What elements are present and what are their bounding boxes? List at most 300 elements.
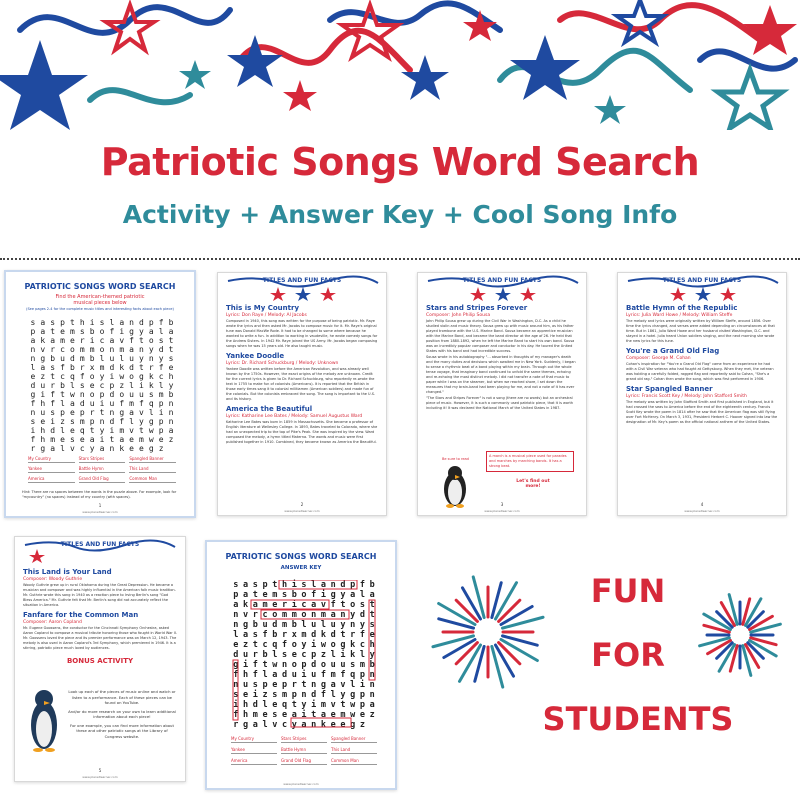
grid-letter: a	[369, 700, 375, 710]
grid-letter: m	[330, 670, 336, 680]
word-item: This Land	[129, 466, 176, 473]
grid-letter: t	[139, 363, 144, 372]
grid-letter: u	[139, 390, 144, 399]
grid-letter: s	[281, 590, 288, 600]
grid-letter: y	[89, 444, 95, 453]
star-icon	[617, 0, 663, 42]
grid-letter: n	[369, 690, 375, 700]
grid-letter: y	[291, 720, 297, 730]
word-item: My Country	[28, 456, 75, 463]
grid-letter: y	[99, 426, 105, 435]
grid-letter: f	[50, 390, 56, 399]
grid-letter: p	[291, 690, 297, 700]
grid-letter: y	[340, 690, 346, 700]
grid-letter: n	[109, 408, 115, 417]
grid-letter: f	[359, 630, 365, 640]
word-item: America	[28, 476, 75, 483]
grid-letter: m	[99, 363, 105, 372]
page-number: 3	[500, 502, 504, 507]
grid-letter: p	[79, 408, 85, 417]
grid-letter: n	[233, 620, 239, 630]
grid-letter: a	[301, 720, 307, 730]
grid-letter: d	[158, 345, 164, 354]
grid-letter: z	[369, 710, 375, 720]
page-footer: www.planetlearner.com	[484, 509, 520, 513]
grid-letter: u	[129, 390, 134, 399]
word-item: Stars Stripes	[79, 456, 126, 463]
grid-letter: w	[69, 390, 75, 399]
grid-letter: d	[281, 670, 288, 680]
grid-letter: v	[69, 444, 75, 453]
flag-banner-icon	[15, 537, 186, 565]
grid-letter: a	[350, 590, 356, 600]
grid-letter: t	[139, 336, 144, 345]
grid-letter: g	[40, 444, 46, 453]
grid-letter: e	[233, 640, 239, 650]
grid-letter: l	[350, 680, 356, 690]
grid-letter: b	[89, 354, 95, 363]
grid-letter: r	[50, 345, 56, 354]
grid-letter: o	[99, 345, 105, 354]
grid-letter: m	[50, 435, 56, 444]
grid-letter: l	[359, 650, 365, 660]
song-credits: Lyrics: Julia Ward Howe / Melody: William Steffe	[626, 313, 733, 318]
answer-word-list	[231, 736, 377, 765]
grid-letter: y	[139, 327, 144, 336]
grid-letter: e	[69, 408, 75, 417]
grid-letter: a	[50, 444, 56, 453]
grid-letter: q	[69, 372, 75, 381]
grid-letter: a	[40, 363, 46, 372]
grid-letter: u	[291, 670, 297, 680]
puzzle-page-title: PATRIOTIC SONGS WORD SEARCH	[24, 282, 176, 291]
grid-letter: e	[359, 710, 365, 720]
grid-letter: k	[148, 381, 154, 390]
song-description: Composed in 1940, this song was written for the purpose of being patriotic. Mr. Raye wrote the lyrics and then asked Mr. Jacobs to compose music for it. Mr. Raye's original tune was Donald MacWe Rode. It had to be changed to some where because he wanted to write a fun. In addition to working in vaudeville, he wrote comedy songs for the Andrew Sisters. In 1942 Mr. Raye joined the US Army. Mr. Jacobs began composing songs when he was 15 years old. He also taught music.	[226, 319, 378, 348]
grid-letter: s	[350, 660, 356, 670]
grid-letter: r	[79, 363, 85, 372]
grid-letter: a	[320, 580, 327, 590]
grid-letter: d	[79, 399, 85, 408]
grid-letter: t	[340, 700, 346, 710]
star-icon	[0, 40, 88, 130]
grid-letter: a	[291, 710, 297, 720]
grid-letter: a	[252, 600, 258, 610]
grid-letter: n	[109, 345, 115, 354]
grid-letter: a	[69, 399, 75, 408]
grid-letter: a	[129, 408, 134, 417]
grid-letter: s	[359, 600, 365, 610]
grid-letter: c	[158, 372, 164, 381]
facts-heading: TITLES AND FUN FACTS	[662, 277, 742, 284]
grid-letter: t	[369, 610, 375, 620]
page-footer: www.planetlearner.com	[684, 509, 720, 513]
grid-letter: f	[109, 327, 115, 336]
grid-letter: n	[109, 444, 115, 453]
grid-letter: p	[262, 680, 268, 690]
grid-letter: v	[119, 336, 125, 345]
grid-letter: o	[89, 372, 95, 381]
grid-letter: p	[89, 417, 95, 426]
grid-letter: s	[158, 336, 164, 345]
grid-letter: v	[129, 426, 134, 435]
grid-letter: f	[311, 590, 317, 600]
grid-letter: h	[79, 318, 85, 327]
grid-letter: i	[89, 318, 95, 327]
promo-line-2: FOR	[591, 636, 665, 674]
grid-letter: t	[369, 600, 375, 610]
grid-letter: n	[233, 610, 239, 620]
grid-letter: r	[291, 680, 297, 690]
grid-letter: n	[281, 660, 288, 670]
grid-letter: n	[168, 399, 174, 408]
grid-letter: g	[350, 720, 356, 730]
grid-letter: r	[281, 630, 288, 640]
answer-key-title: PATRIOTIC SONGS WORD SEARCH	[225, 552, 377, 561]
grid-letter: s	[30, 318, 36, 327]
grid-letter: c	[60, 345, 65, 354]
grid-letter: y	[99, 372, 105, 381]
grid-letter: t	[272, 580, 278, 590]
grid-letter: u	[109, 354, 115, 363]
grid-letter: s	[69, 417, 75, 426]
grid-letter: t	[252, 590, 258, 600]
grid-letter: k	[350, 640, 356, 650]
grid-letter: r	[252, 650, 258, 660]
grid-letter: e	[330, 720, 336, 730]
grid-letter: l	[129, 381, 134, 390]
grid-letter: l	[262, 670, 268, 680]
facts-page-2	[217, 272, 387, 516]
grid-letter: p	[158, 417, 164, 426]
grid-letter: e	[272, 680, 278, 690]
facts-page-3	[417, 272, 587, 516]
grid-letter: n	[311, 680, 317, 690]
word-item: Spangled Banner	[331, 736, 377, 743]
grid-letter: i	[359, 680, 365, 690]
grid-letter: a	[99, 444, 105, 453]
grid-letter: c	[301, 650, 307, 660]
grid-letter: z	[320, 650, 327, 660]
grid-letter: n	[30, 354, 36, 363]
grid-letter: s	[148, 390, 154, 399]
grid-letter: l	[158, 327, 164, 336]
grid-letter: e	[168, 363, 174, 372]
word-item: Battle Hymn	[281, 747, 327, 754]
word-item: Grand Old Flag	[281, 758, 327, 765]
grid-letter: i	[291, 580, 297, 590]
grid-letter: i	[99, 399, 105, 408]
grid-letter: h	[40, 399, 46, 408]
grid-letter: s	[30, 417, 36, 426]
grid-letter: p	[311, 650, 317, 660]
word-search-grid	[28, 318, 176, 453]
word-item: Yankee	[28, 466, 75, 473]
grid-letter: w	[350, 710, 356, 720]
grid-letter: c	[359, 640, 365, 650]
grid-letter: z	[158, 444, 164, 453]
word-item: Grand Old Flag	[79, 476, 126, 483]
grid-letter: u	[311, 670, 317, 680]
grid-letter: m	[129, 399, 134, 408]
grid-letter: b	[168, 390, 174, 399]
grid-letter: a	[119, 435, 125, 444]
grid-letter: e	[79, 435, 85, 444]
grid-letter: m	[79, 345, 85, 354]
grid-letter: f	[252, 670, 258, 680]
grid-letter: b	[89, 327, 95, 336]
grid-letter: n	[30, 345, 36, 354]
grid-letter: t	[340, 630, 346, 640]
fireworks-icon	[690, 585, 790, 685]
grid-letter: y	[139, 354, 144, 363]
grid-letter: n	[99, 417, 105, 426]
grid-letter: s	[301, 580, 307, 590]
song-description: Katharine Lee Bates was born in 1859 in Massachusetts. She became a professor of English literature at Wellesley College. In 1893, Bates traveled to Colorado, where she had an unexpected trip to the top of Pike's Peak. She was inspired by the view. Ward composed the melody, a hymn titled Materna. The words and music were first published together in 1910. Combined, they became known as America the Beautiful.	[226, 420, 378, 444]
grid-letter: l	[30, 363, 36, 372]
grid-letter: a	[330, 680, 336, 690]
grid-letter: r	[252, 610, 258, 620]
star-icon	[401, 55, 449, 100]
grid-letter: s	[281, 650, 288, 660]
word-item: Stars Stripes	[281, 736, 327, 743]
grid-letter: g	[340, 640, 346, 650]
grid-letter: g	[330, 590, 336, 600]
grid-letter: m	[119, 426, 125, 435]
grid-letter: a	[168, 327, 174, 336]
star-icon	[179, 60, 211, 89]
grid-letter: g	[233, 660, 239, 670]
grid-letter: q	[272, 640, 278, 650]
grid-letter: f	[30, 399, 36, 408]
grid-letter: m	[139, 435, 144, 444]
grid-letter: a	[311, 600, 317, 610]
grid-letter: x	[89, 363, 95, 372]
grid-letter: g	[148, 444, 154, 453]
grid-letter: q	[350, 670, 356, 680]
grid-letter: e	[272, 600, 278, 610]
grid-letter: s	[99, 318, 105, 327]
grid-letter: e	[129, 444, 134, 453]
grid-letter: z	[119, 381, 125, 390]
flag-banner-icon	[218, 273, 387, 301]
grid-letter: h	[369, 640, 375, 650]
grid-letter: h	[243, 710, 249, 720]
grid-letter: e	[281, 710, 288, 720]
page-title: Patriotic Songs Word Search	[100, 140, 700, 184]
grid-letter: e	[272, 700, 278, 710]
grid-letter: c	[301, 600, 307, 610]
grid-letter: e	[158, 435, 164, 444]
grid-letter: l	[60, 444, 65, 453]
grid-letter: o	[272, 610, 278, 620]
star-icon	[718, 70, 782, 128]
song-title: Star Spangled Banner	[626, 385, 713, 393]
grid-letter: k	[40, 336, 46, 345]
grid-letter: i	[40, 390, 46, 399]
page-footer: www.planetlearner.com	[284, 509, 320, 513]
grid-letter: g	[40, 354, 46, 363]
grid-letter: f	[30, 435, 36, 444]
grid-letter: n	[168, 417, 174, 426]
grid-letter: s	[233, 580, 239, 590]
grid-letter: n	[369, 670, 375, 680]
grid-letter: b	[168, 318, 174, 327]
grid-letter: p	[359, 690, 365, 700]
grid-letter: p	[301, 660, 307, 670]
grid-letter: i	[311, 700, 317, 710]
grid-letter: a	[40, 327, 46, 336]
grid-letter: z	[262, 690, 268, 700]
puzzle-instructions-1: Find the American-themed patriotic	[55, 294, 145, 300]
grid-letter: s	[272, 710, 278, 720]
grid-letter: v	[40, 345, 46, 354]
puzzle-page	[4, 270, 196, 518]
grid-letter: y	[350, 610, 356, 620]
grid-letter: v	[340, 680, 346, 690]
grid-letter: e	[330, 710, 336, 720]
grid-letter: u	[129, 354, 134, 363]
grid-letter: p	[262, 580, 268, 590]
song-title: America the Beautiful	[226, 405, 313, 413]
facts-heading: TITLES AND FUN FACTS	[60, 541, 140, 548]
grid-letter: r	[281, 600, 288, 610]
grid-letter: f	[233, 670, 239, 680]
grid-letter: m	[281, 620, 288, 630]
grid-letter: q	[148, 399, 154, 408]
grid-letter: m	[69, 327, 75, 336]
grid-letter: n	[340, 610, 346, 620]
grid-letter: p	[359, 670, 365, 680]
puzzle-hint: Hint: There are no spaces between the words in the puzzle above. For example, look for "mycountry" (no spaces) instead of my country (with spaces).	[22, 490, 177, 499]
grid-letter: i	[340, 650, 346, 660]
grid-letter: a	[129, 345, 134, 354]
grid-letter: f	[320, 690, 327, 700]
grid-letter: l	[262, 720, 268, 730]
grid-letter: c	[60, 372, 65, 381]
grid-letter: w	[148, 426, 154, 435]
grid-letter: u	[330, 660, 336, 670]
grid-letter: m	[272, 590, 278, 600]
grid-letter: p	[350, 580, 356, 590]
grid-letter: e	[69, 426, 75, 435]
grid-letter: b	[369, 660, 375, 670]
grid-letter: f	[233, 710, 239, 720]
grid-letter: q	[79, 426, 85, 435]
grid-letter: f	[139, 399, 144, 408]
song-description: Sousa wrote in his autobiography "... absorbed in thoughts of my manager's death and the many duties and decisions which awaited me in New York. Suddenly, I began to sense a rhythmic beat of a band playing within my brain. Through out the whole tense voyage, that imaginary band continued to unfold the same themes, echoing and re-echoing the most distinct melody. I did not transfer a note of that music to paper while I was on the steamer, but when we reached shore, I set down the measures that my brain-band had been playing for me, and not a note of it has ever changed."	[426, 355, 576, 394]
grid-letter: s	[50, 318, 56, 327]
grid-letter: g	[243, 720, 249, 730]
grid-letter: w	[148, 435, 154, 444]
grid-letter: d	[330, 630, 336, 640]
grid-letter: i	[320, 590, 327, 600]
bonus-text: And/or do more research on your own to learn additional information about each piece!	[68, 708, 176, 719]
facts-page-5	[14, 536, 186, 782]
grid-letter: l	[60, 426, 65, 435]
word-item: Common Man	[331, 758, 377, 765]
grid-letter: a	[168, 426, 174, 435]
grid-letter: d	[311, 660, 317, 670]
grid-letter: r	[148, 363, 154, 372]
grid-letter: m	[60, 336, 65, 345]
page-footer: www.planetlearner.com	[283, 782, 319, 786]
grid-letter: p	[60, 318, 65, 327]
grid-letter: u	[109, 399, 115, 408]
grid-letter: r	[233, 720, 239, 730]
grid-letter: m	[89, 345, 95, 354]
word-item: My Country	[231, 736, 277, 743]
grid-letter: n	[311, 610, 317, 620]
song-description: Yankee Doodle was written before the American Revolution, and was already well known by the 1750s. However, the exact origins of the melody are unknown. Credit for the current lyrics is given to Dr. Richard Schuckburg, who reportedly re-wrote the text in 1755 to make fun of colonists (Americans). It is reported that the British in those early times sang it to colonial militiamen (American soldiers) and made fun of the colonials. But the colonists embraced the song. The song is important to the U.S. and its history.	[226, 367, 376, 401]
grid-letter: l	[99, 354, 105, 363]
grid-letter: l	[60, 399, 65, 408]
grid-letter: m	[79, 354, 85, 363]
grid-letter: y	[301, 700, 307, 710]
grid-letter: b	[50, 354, 56, 363]
page-footer: www.planetlearner.com	[82, 775, 118, 779]
grid-letter: v	[330, 700, 336, 710]
grid-letter: t	[252, 640, 258, 650]
grid-letter: f	[281, 640, 288, 650]
star-icon	[594, 95, 626, 124]
speech-bubble: Be sure to read	[442, 457, 469, 461]
song-description: Woody Guthrie grew up in rural Oklahoma during the Great Depression. He became a musician and composer and was highly influential in the American folk music tradition. Mr. Guthrie wrote this song in 1940 as a reaction piece to Irving Berlin's song "God Bless America." Mr. Guthrie felt that Mr. Berlin's song did not accurately reflect the situation in America.	[23, 583, 176, 607]
grid-letter: l	[148, 408, 154, 417]
grid-letter: e	[129, 435, 134, 444]
grid-letter: o	[330, 640, 336, 650]
grid-letter: f	[330, 600, 336, 610]
grid-letter: n	[148, 354, 154, 363]
star-icon	[227, 35, 283, 87]
grid-letter: a	[243, 630, 249, 640]
grid-letter: l	[272, 650, 278, 660]
grid-letter: n	[168, 408, 174, 417]
grid-letter: f	[129, 336, 134, 345]
grid-letter: l	[262, 700, 268, 710]
grid-letter: p	[233, 590, 239, 600]
grid-letter: s	[50, 363, 56, 372]
grid-letter: a	[243, 590, 249, 600]
grid-letter: l	[320, 620, 327, 630]
song-title: This is My Country	[226, 304, 300, 312]
grid-letter: d	[252, 700, 258, 710]
grid-letter: p	[99, 390, 105, 399]
grid-letter: e	[262, 590, 268, 600]
grid-letter: o	[291, 640, 297, 650]
grid-letter: y	[168, 381, 174, 390]
grid-letter: b	[262, 650, 268, 660]
stars-streamers-decoration	[0, 0, 800, 130]
song-credits: Composer: Woody Guthrie	[23, 577, 83, 582]
grid-letter: t	[50, 372, 56, 381]
grid-letter: p	[359, 700, 365, 710]
grid-letter: m	[79, 417, 85, 426]
grid-letter: e	[340, 720, 346, 730]
grid-letter: n	[129, 318, 134, 327]
grid-letter: u	[311, 620, 317, 630]
grid-letter: d	[311, 690, 317, 700]
page-number: 2	[300, 502, 304, 507]
grid-letter: t	[99, 408, 105, 417]
grid-letter: e	[291, 650, 297, 660]
word-item: Common Man	[129, 476, 176, 483]
grid-letter: d	[139, 318, 144, 327]
grid-letter: s	[252, 580, 258, 590]
grid-letter: i	[311, 640, 317, 650]
grid-letter: i	[301, 670, 307, 680]
grid-letter: m	[252, 710, 258, 720]
